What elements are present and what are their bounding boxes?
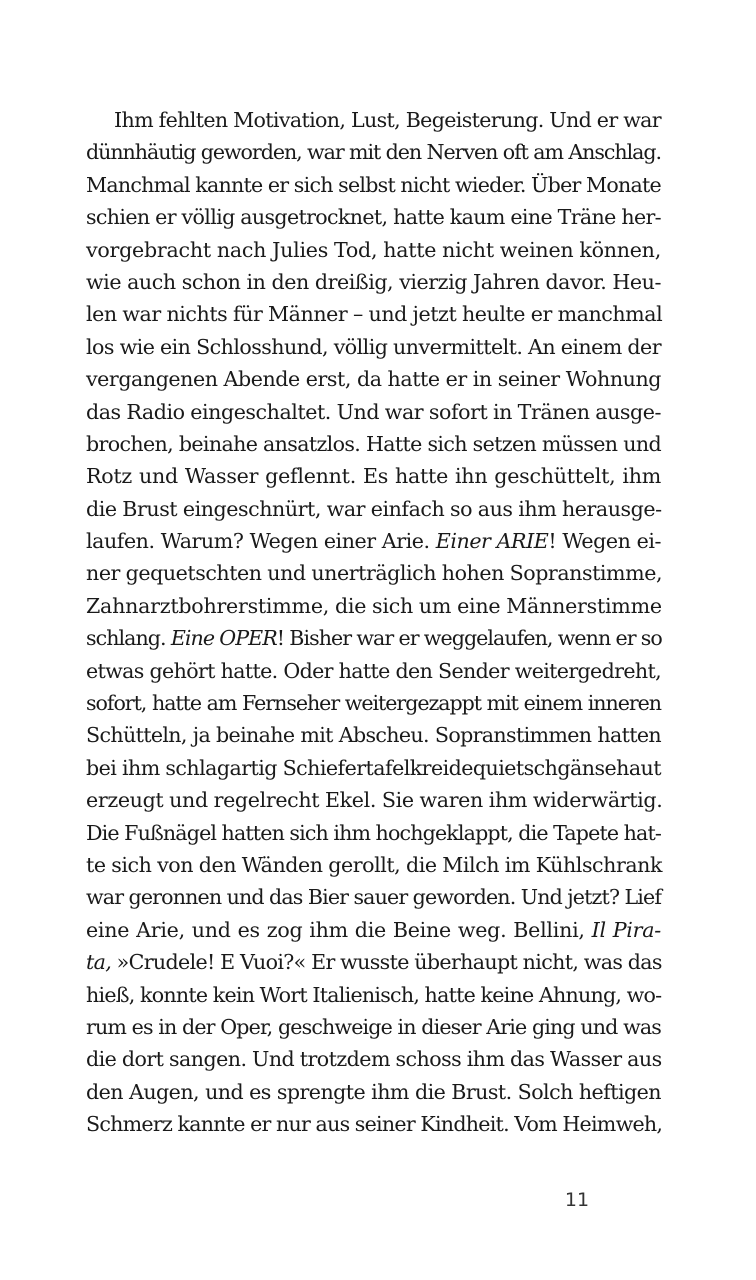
text-line [86, 363, 661, 395]
italic-text-segment: ta, [86, 950, 112, 975]
text-segment: Die Fußnägel hatten sich ihm hochgeklappt, die Tapete hat- [86, 820, 661, 845]
body-paragraph [86, 104, 661, 1141]
text-line [86, 331, 661, 363]
text-segment: ! Bisher war er weggelaufen, wenn er so [276, 626, 662, 651]
text-segment: Rotz und Wasser geflennt. Es hatte ihn geschüttelt, ihm [86, 464, 661, 489]
text-segment: Zahnarztbohrerstimme, die sich um eine Männerstimme [86, 593, 662, 618]
text-segment: »Crudele! E Vuoi?« Er wusste überhaupt nicht, was das [111, 950, 662, 975]
text-segment: ner gequetschten und unerträglich hohen Sopranstimme, [86, 561, 663, 586]
text-segment: vorgebracht nach Julies Tod, hatte nicht weinen können, [86, 237, 661, 262]
text-line [86, 590, 661, 622]
text-segment: schlang. [86, 626, 171, 651]
text-line [86, 881, 661, 913]
text-segment: etwas gehört hatte. Oder hatte den Sender weitergedreht, [86, 658, 661, 683]
text-line [86, 1108, 661, 1140]
text-line [86, 493, 661, 525]
text-line [86, 655, 661, 687]
text-line [86, 946, 661, 978]
text-line [86, 849, 661, 881]
text-line [86, 914, 661, 946]
text-line [86, 525, 661, 557]
text-line [86, 752, 661, 784]
text-segment: erzeugt und regelrecht Ekel. Sie waren ihm widerwärtig. [86, 788, 663, 813]
text-line [86, 428, 661, 460]
italic-text-segment: Eine OPER [170, 626, 277, 651]
text-line [86, 396, 661, 428]
text-line [86, 557, 661, 589]
text-segment: war geronnen und das Bier sauer geworden. Und jetzt? Lief [86, 885, 662, 910]
text-line [86, 234, 661, 266]
text-segment: bei ihm schlagartig Schiefertafelkreidequietschgänsehaut [86, 755, 661, 780]
text-line [86, 979, 661, 1011]
text-segment: laufen. Warum? Wegen einer Arie. [86, 529, 436, 554]
text-line [86, 687, 661, 719]
text-line [86, 460, 661, 492]
page-number: 11 [564, 1189, 590, 1211]
text-segment: los wie ein Schlosshund, völlig unvermittelt. An einem der [86, 334, 661, 359]
text-segment: das Radio eingeschaltet. Und war sofort in Tränen ausge- [86, 399, 661, 424]
text-segment: den Augen, und es sprengte ihm die Brust. Solch heftigen [86, 1079, 661, 1104]
text-line [86, 298, 661, 330]
text-segment: sofort, hatte am Fernseher weitergezappt mit einem inneren [86, 691, 661, 716]
text-line [86, 622, 661, 654]
text-segment: wie auch schon in den dreißig, vierzig Jahren davor. Heu- [86, 269, 661, 294]
text-segment: vergangenen Abende erst, da hatte er in seiner Wohnung [86, 367, 661, 392]
text-line [86, 784, 661, 816]
text-segment: brochen, beinahe ansatzlos. Hatte sich setzen müssen und [86, 431, 661, 456]
text-line [86, 201, 661, 233]
text-line [86, 169, 661, 201]
text-line [86, 817, 661, 849]
text-segment: len war nichts für Männer – und jetzt heulte er manchmal [86, 302, 663, 327]
text-segment: Manchmal kannte er sich selbst nicht wieder. Über Monate [86, 172, 661, 197]
text-line [86, 1011, 661, 1043]
text-line [86, 104, 661, 136]
text-segment: die Brust eingeschnürt, war einfach so aus ihm herausge- [86, 496, 662, 521]
text-segment: Schmerz kannte er nur aus seiner Kindheit. Vom Heimweh, [86, 1112, 663, 1137]
text-line [86, 719, 661, 751]
text-segment: hieß, konnte kein Wort Italienisch, hatte keine Ahnung, wo- [86, 982, 662, 1007]
text-segment: rum es in der Oper, geschweige in dieser Arie ging und was [86, 1014, 661, 1039]
text-line [86, 1076, 661, 1108]
text-segment: Schütteln, ja beinahe mit Abscheu. Sopranstimmen hatten [86, 723, 661, 748]
text-segment: dünnhäutig geworden, war mit den Nerven oft am Anschlag. [86, 140, 661, 165]
text-line [86, 1043, 661, 1075]
text-line [86, 266, 661, 298]
text-segment: Ihm fehlten Motivation, Lust, Begeisterung. Und er war [114, 108, 661, 132]
italic-text-segment: Il Pira- [591, 917, 661, 942]
text-segment: te sich von den Wänden gerollt, die Milch im Kühlschrank [86, 852, 663, 877]
text-segment: ! Wegen ei- [548, 529, 661, 554]
italic-text-segment: Einer ARIE [435, 529, 549, 554]
text-segment: die dort sangen. Und trotzdem schoss ihm das Wasser aus [86, 1047, 662, 1072]
text-segment: eine Arie, und es zog ihm die Beine weg. Bellini, [86, 917, 592, 942]
text-segment: schien er völlig ausgetrocknet, hatte kaum eine Träne her- [86, 205, 661, 230]
text-line [86, 136, 661, 168]
